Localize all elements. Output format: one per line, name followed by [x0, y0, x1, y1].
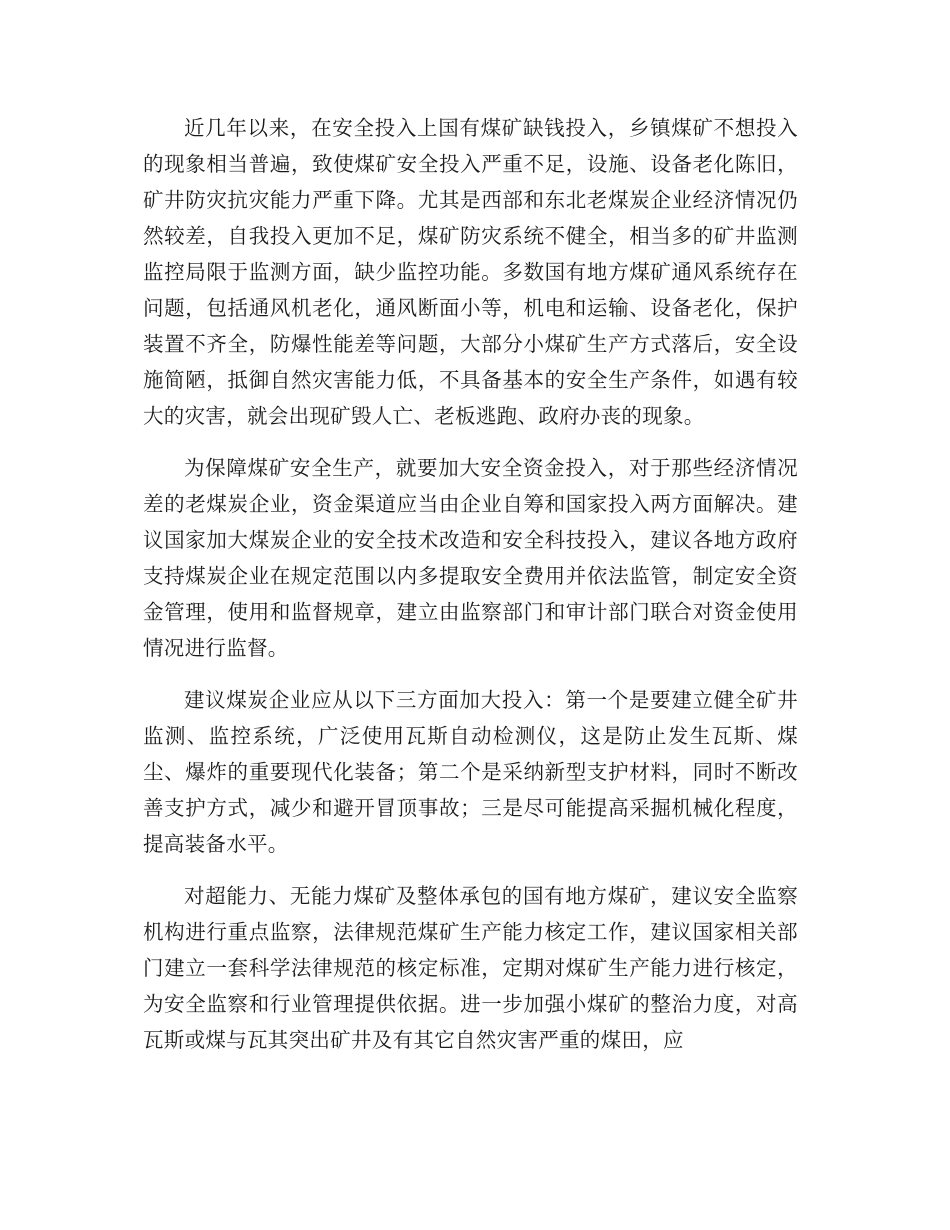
paragraph: 对超能力、无能力煤矿及整体承包的国有地方煤矿，建议安全监察机构进行重点监察，法律规范煤矿生产能力核定工作，建议国家相关部门建立一套科学法律规范的核定标准，定期对煤矿生产能力进行核定，为安全监察和行业管理提供依据。进一步加强小煤矿的整治力度，对高瓦斯或煤与瓦其突出矿井及有其它自然灾害严重的煤田，应	[143, 884, 798, 1052]
paragraph: 为保障煤矿安全生产，就要加大安全资金投入，对于那些经济情况差的老煤炭企业，资金渠道应当由企业自筹和国家投入两方面解决。建议国家加大煤炭企业的安全技术改造和安全科技投入，建议各地方政府支持煤炭企业在规定范围以内多提取安全费用并依法监管，制定安全资金管理，使用和监督规章，建立由监察部门和审计部门联合对资金使用情况进行监督。	[143, 456, 798, 660]
document-body	[143, 110, 798, 1074]
paragraph: 近几年以来，在安全投入上国有煤矿缺钱投入，乡镇煤矿不想投入的现象相当普遍，致使煤矿安全投入严重不足，设施、设备老化陈旧，矿井防灾抗灾能力严重下降。尤其是西部和东北老煤炭企业经济情况仍然较差，自我投入更加不足，煤矿防灾系统不健全，相当多的矿井监测监控局限于监测方面，缺少监控功能。多数国有地方煤矿通风系统存在问题，包括通风机老化，通风断面小等，机电和运输、设备老化，保护装置不齐全，防爆性能差等问题，大部分小煤矿生产方式落后，安全设施简陋，抵御自然灾害能力低，不具备基本的安全生产条件，如遇有较大的灾害，就会出现矿毁人亡、老板逃跑、政府办丧的现象。	[143, 116, 798, 428]
paragraph: 建议煤炭企业应从以下三方面加大投入：第一个是要建立健全矿井监测、监控系统，广泛使用瓦斯自动检测仪，这是防止发生瓦斯、煤尘、爆炸的重要现代化装备；第二个是采纳新型支护材料，同时不断改善支护方式，减少和避开冒顶事故；三是尽可能提高采掘机械化程度，提高装备水平。	[143, 688, 798, 856]
